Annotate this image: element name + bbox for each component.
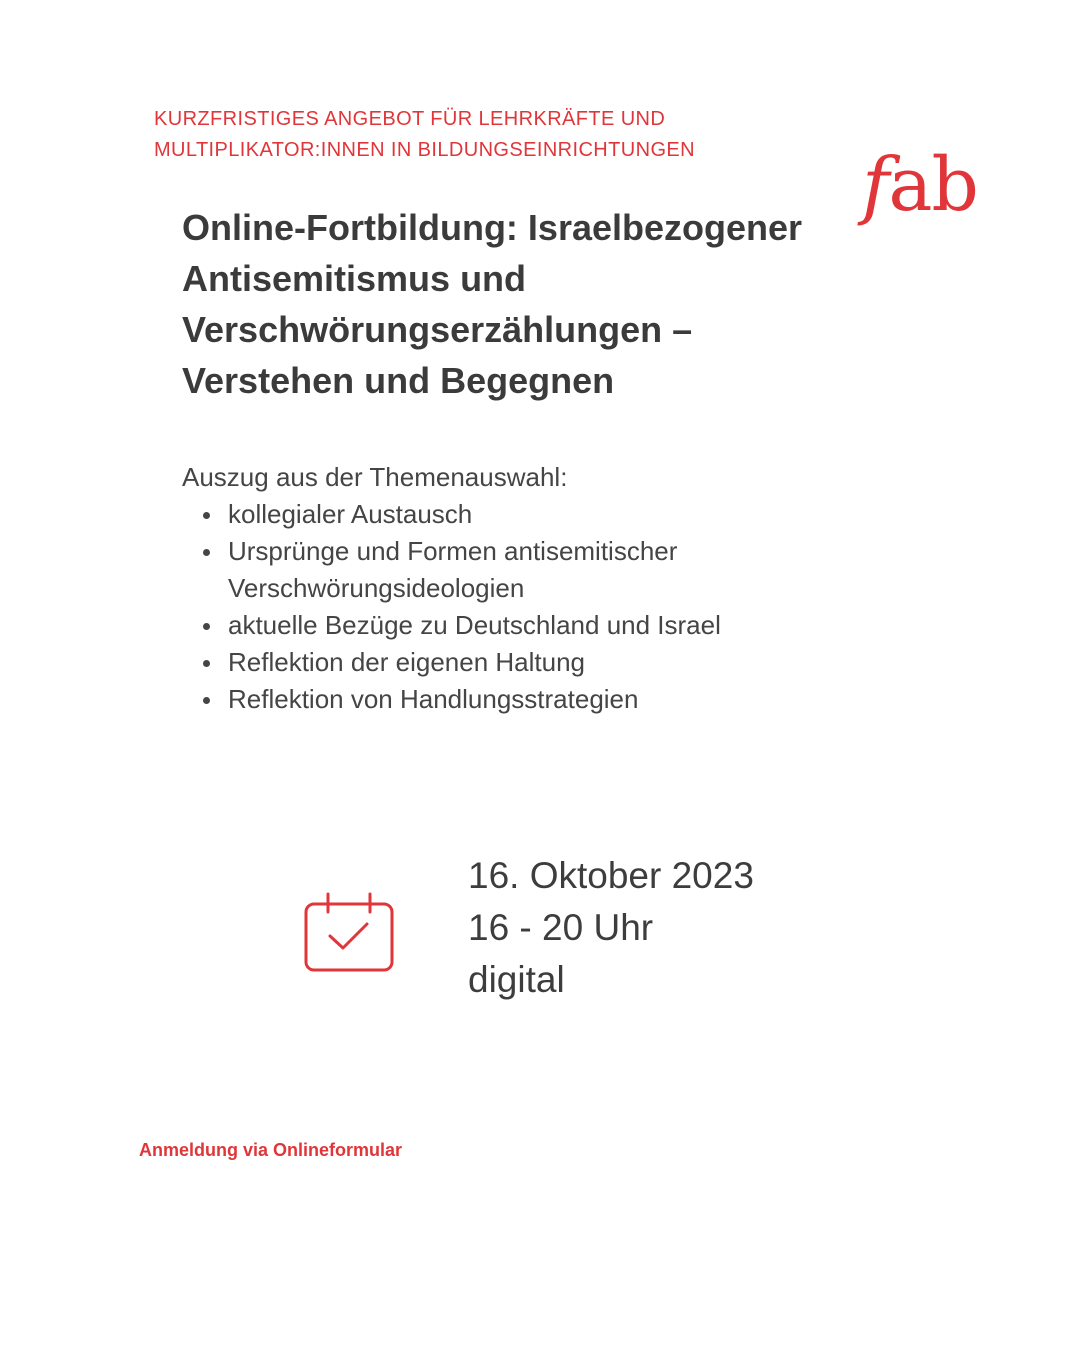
- topics-intro: Auszug aus der Themenauswahl:: [182, 462, 568, 492]
- topic-item: Ursprünge und Formen antisemitischer Verschwörungsideologien: [182, 533, 822, 607]
- topic-item: Reflektion der eigenen Haltung: [182, 644, 822, 681]
- audience-kicker: [154, 104, 814, 166]
- page-title: [182, 202, 842, 406]
- event-time: 16 - 20 Uhr: [468, 907, 654, 948]
- topics-list: [182, 496, 822, 718]
- title-line: Verstehen und Begegnen: [182, 360, 615, 401]
- event-location: digital: [468, 959, 565, 1000]
- title-line: Antisemitismus und: [182, 258, 527, 299]
- kicker-line: MULTIPLIKATOR:INNEN IN BILDUNGSEINRICHTUNGEN: [154, 139, 695, 161]
- kicker-line: KURZFRISTIGES ANGEBOT FÜR LEHRKRÄFTE UND: [154, 108, 666, 130]
- fab-logo: fab: [862, 142, 978, 228]
- event-date: 16. Oktober 2023: [468, 855, 754, 896]
- topic-item: kollegialer Austausch: [182, 496, 822, 533]
- topic-item: Reflektion von Handlungsstrategien: [182, 681, 822, 718]
- title-line: Online-Fortbildung: Israelbezogener: [182, 207, 803, 248]
- calendar-check-icon: [304, 892, 394, 974]
- topic-item: aktuelle Bezüge zu Deutschland und Israel: [182, 607, 822, 644]
- topics-section: [182, 459, 822, 718]
- event-details: [468, 850, 754, 1006]
- registration-link[interactable]: Anmeldung via Onlineformular: [139, 1140, 403, 1160]
- title-line: Verschwörungserzählungen –: [182, 309, 693, 350]
